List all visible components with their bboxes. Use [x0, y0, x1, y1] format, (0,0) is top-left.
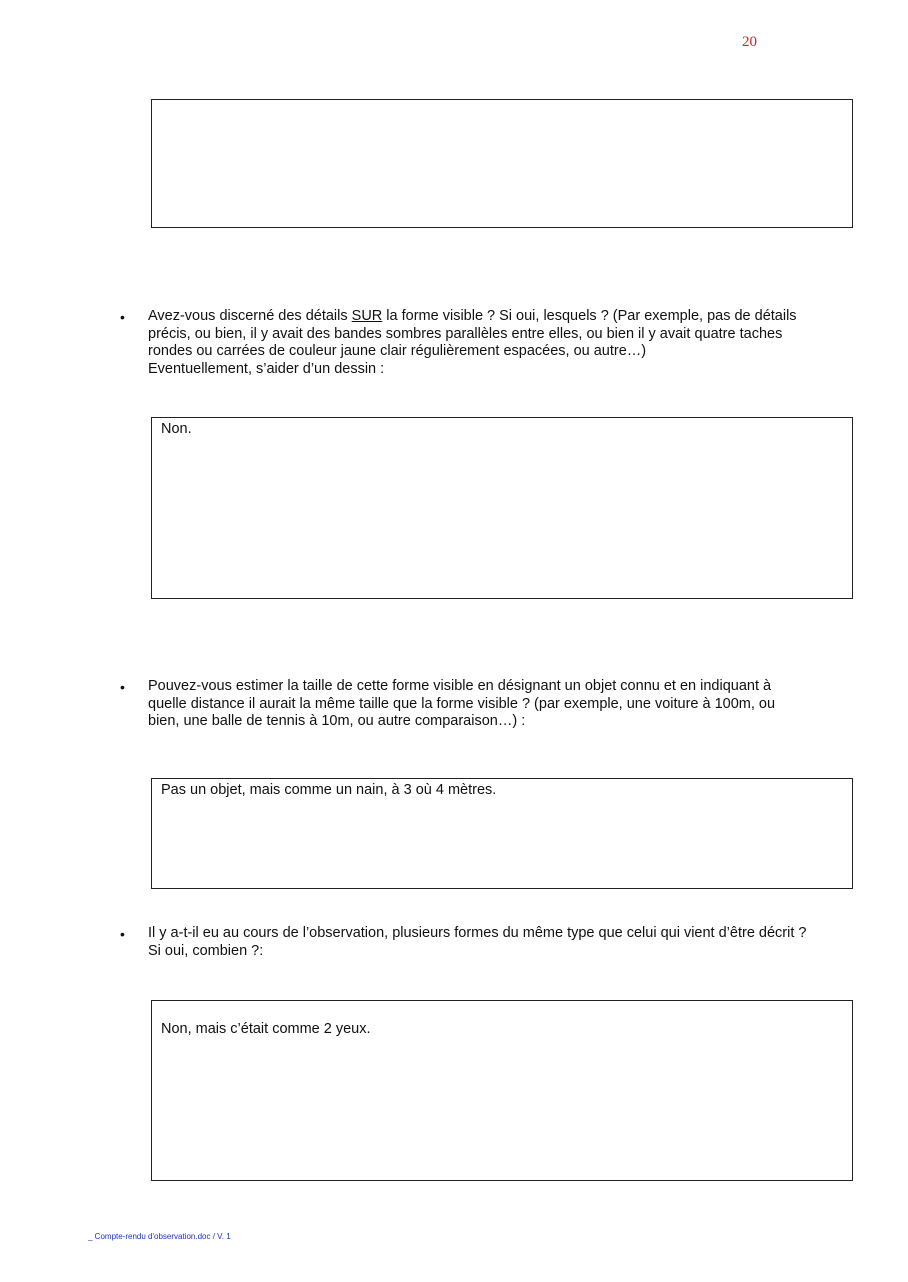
previous-answer-box[interactable] [151, 99, 853, 228]
question-multiple-shapes [148, 925, 848, 960]
bullet: • [120, 309, 125, 325]
answer-box-details[interactable] [151, 417, 853, 599]
question-line: Si oui, combien ?: [148, 942, 264, 959]
question-line: Avez-vous discerné des détails SUR la forme visible ? Si oui, lesquels ? (Par exemple, pas de détails [148, 308, 797, 324]
footer-filename: _ Compte-rendu d'observation.doc / V. 1 [88, 1232, 231, 1241]
bullet: • [120, 679, 125, 695]
question-line: Eventuellement, s’aider d’un dessin : [148, 360, 385, 377]
answer-text: Pas un objet, mais comme un nain, à 3 où 4 mètres. [161, 782, 497, 798]
question-details-on-shape [148, 308, 848, 378]
question-line: bien, une balle de tennis à 10m, ou autre comparaison…) : [148, 713, 526, 729]
answer-box-count[interactable] [151, 1000, 853, 1181]
question-line: Il y a-t-il eu au cours de l’observation, plusieurs formes du même type que celui qui vient d’être décrit ? [148, 925, 807, 941]
question-line: Pouvez-vous estimer la taille de cette forme visible en désignant un objet connu et en indiquant à [148, 678, 772, 694]
answer-text: Non, mais c’était comme 2 yeux. [161, 1021, 371, 1037]
answer-box-size[interactable] [151, 778, 853, 889]
underlined-emphasis: SUR [351, 308, 383, 324]
bullet: • [120, 926, 125, 942]
question-size-estimate [148, 678, 848, 731]
answer-text: Non. [161, 421, 192, 437]
question-line: quelle distance il aurait la même taille que la forme visible ? (par exemple, une voiture à 100m, ou [148, 695, 776, 712]
question-line: précis, ou bien, il y avait des bandes sombres parallèles entre elles, ou bien il y avait quatre taches [148, 325, 783, 342]
question-line: rondes ou carrées de couleur jaune clair régulièrement espacées, ou autre…) [148, 343, 647, 359]
page-number: 20 [742, 34, 757, 50]
